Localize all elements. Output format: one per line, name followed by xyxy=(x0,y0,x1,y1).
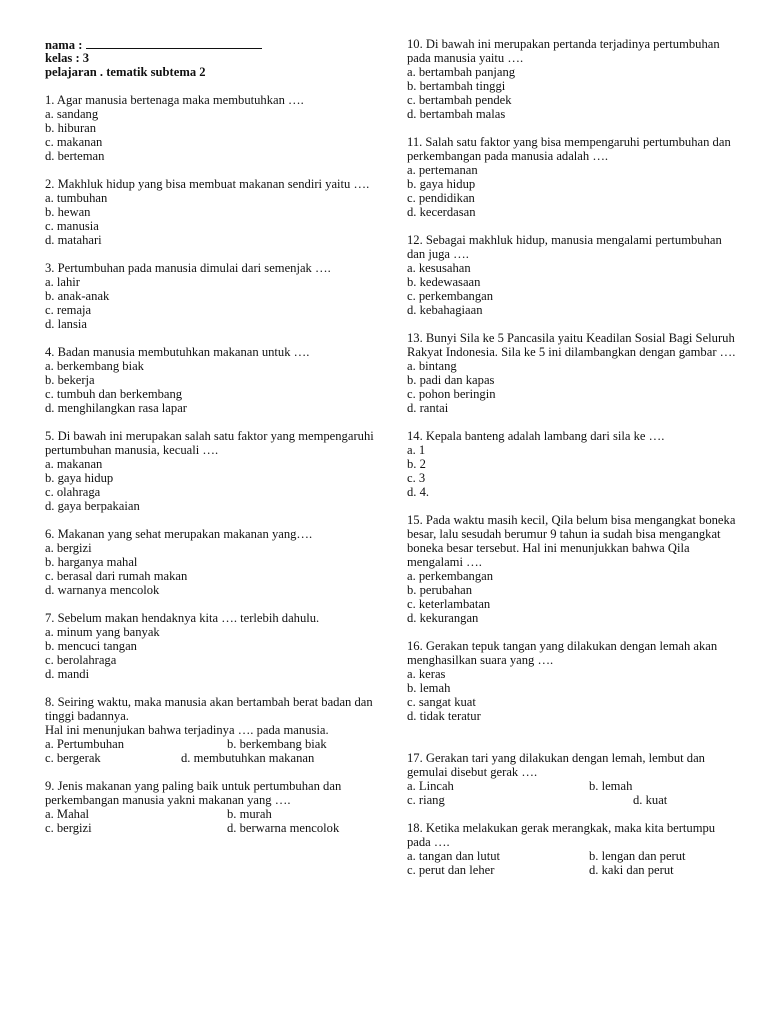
option-b[interactable]: b. lemah xyxy=(407,681,451,695)
option-b[interactable]: b. hewan xyxy=(45,205,91,219)
option-c[interactable]: c. riang xyxy=(407,793,445,807)
option-a[interactable]: a. lahir xyxy=(45,275,80,289)
option-a[interactable]: a. perkembangan xyxy=(407,569,494,583)
option-b[interactable]: b. berkembang biak xyxy=(227,737,327,751)
question-5 xyxy=(45,429,375,513)
option-d[interactable]: d. warnanya mencolok xyxy=(45,583,160,597)
question-text: 1. Agar manusia bertenaga maka membutuhkan …. xyxy=(45,93,304,107)
question-text: 7. Sebelum makan hendaknya kita …. terlebih dahulu. xyxy=(45,611,320,625)
question-1 xyxy=(45,93,375,163)
question-text: 4. Badan manusia membutuhkan makanan untuk …. xyxy=(45,345,310,359)
question-text: 9. Jenis makanan yang paling baik untuk pertumbuhan dan perkembangan manusia yakni makanan yang …. xyxy=(45,779,342,807)
option-d[interactable]: d. mandi xyxy=(45,667,90,681)
option-b[interactable]: b. perubahan xyxy=(407,583,473,597)
option-c[interactable]: c. bergizi xyxy=(45,821,92,835)
option-c[interactable]: c. pendidikan xyxy=(407,191,475,205)
option-b[interactable]: b. lengan dan perut xyxy=(589,849,686,863)
option-a[interactable]: a. bertambah panjang xyxy=(407,65,516,79)
option-b[interactable]: b. bertambah tinggi xyxy=(407,79,506,93)
question-text: 8. Seiring waktu, maka manusia akan bertambah berat badan dan tinggi badannya. xyxy=(45,695,373,723)
option-a[interactable]: a. tangan dan lutut xyxy=(407,849,501,863)
question-text: 11. Salah satu faktor yang bisa mempengaruhi pertumbuhan dan perkembangan pada manusia adalah …. xyxy=(407,135,731,163)
question-10 xyxy=(407,37,737,121)
option-a[interactable]: a. makanan xyxy=(45,457,103,471)
option-b[interactable]: b. gaya hidup xyxy=(407,177,476,191)
class-label: kelas : 3 xyxy=(45,51,90,65)
option-c[interactable]: c. pohon beringin xyxy=(407,387,496,401)
option-d[interactable]: d. gaya berpakaian xyxy=(45,499,140,513)
student-name-line xyxy=(45,37,375,51)
option-c[interactable]: c. remaja xyxy=(45,303,92,317)
option-c[interactable]: c. bertambah pendek xyxy=(407,93,512,107)
option-c[interactable]: c. keterlambatan xyxy=(407,597,491,611)
question-2 xyxy=(45,177,375,247)
option-c[interactable]: c. perkembangan xyxy=(407,289,494,303)
question-text: 17. Gerakan tari yang dilakukan dengan lemah, lembut dan gemulai disebut gerak …. xyxy=(407,751,705,779)
question-text-continued: Hal ini menunjukan bahwa terjadinya …. pada manusia. xyxy=(45,723,329,737)
option-a[interactable]: a. pertemanan xyxy=(407,163,478,177)
option-b[interactable]: b. 2 xyxy=(407,457,426,471)
question-4 xyxy=(45,345,375,415)
option-d[interactable]: d. berwarna mencolok xyxy=(227,821,340,835)
question-13 xyxy=(407,331,737,415)
option-d[interactable]: d. matahari xyxy=(45,233,102,247)
option-a[interactable]: a. Pertumbuhan xyxy=(45,737,125,751)
option-d[interactable]: d. membutuhkan makanan xyxy=(181,751,315,765)
question-9 xyxy=(45,779,375,835)
question-text: 13. Bunyi Sila ke 5 Pancasila yaitu Keadilan Sosial Bagi Seluruh Rakyat Indonesia. Sila ke 5 ini dilambangkan dengan gambar …. xyxy=(407,331,736,359)
option-c[interactable]: c. olahraga xyxy=(45,485,101,499)
name-label: nama : xyxy=(45,38,83,52)
option-a[interactable]: a. minum yang banyak xyxy=(45,625,160,639)
option-a[interactable]: a. bergizi xyxy=(45,541,92,555)
question-text: 2. Makhluk hidup yang bisa membuat makanan sendiri yaitu …. xyxy=(45,177,370,191)
option-b[interactable]: b. harganya mahal xyxy=(45,555,138,569)
option-d[interactable]: d. kebahagiaan xyxy=(407,303,483,317)
option-c[interactable]: c. tumbuh dan berkembang xyxy=(45,387,183,401)
option-a[interactable]: a. tumbuhan xyxy=(45,191,108,205)
option-b[interactable]: b. padi dan kapas xyxy=(407,373,495,387)
option-d[interactable]: d. kuat xyxy=(633,793,668,807)
option-d[interactable]: d. kecerdasan xyxy=(407,205,476,219)
question-15 xyxy=(407,513,737,625)
option-c[interactable]: c. berasal dari rumah makan xyxy=(45,569,188,583)
option-d[interactable]: d. bertambah malas xyxy=(407,107,506,121)
question-17 xyxy=(407,751,737,807)
option-b[interactable]: b. anak-anak xyxy=(45,289,110,303)
question-text: 16. Gerakan tepuk tangan yang dilakukan dengan lemah akan menghasilkan suara yang …. xyxy=(407,639,718,667)
option-c[interactable]: c. 3 xyxy=(407,471,426,485)
option-d[interactable]: d. menghilangkan rasa lapar xyxy=(45,401,187,415)
option-c[interactable]: c. bergerak xyxy=(45,751,101,765)
question-text: 15. Pada waktu masih kecil, Qila belum bisa mengangkat boneka besar, lalu sesudah berumur 9 tahun ia sudah bisa mengangkat boneka besar tersebut. Hal ini menunjukkan bahwa Qila mengalami …. xyxy=(407,513,736,569)
option-d[interactable]: d. lansia xyxy=(45,317,87,331)
option-a[interactable]: a. sandang xyxy=(45,107,99,121)
worksheet-header xyxy=(45,37,375,79)
option-b[interactable]: b. mencuci tangan xyxy=(45,639,137,653)
option-d[interactable]: d. berteman xyxy=(45,149,105,163)
option-a[interactable]: a. bintang xyxy=(407,359,457,373)
option-a[interactable]: a. Mahal xyxy=(45,807,90,821)
option-d[interactable]: d. kaki dan perut xyxy=(589,863,674,877)
option-b[interactable]: b. kedewasaan xyxy=(407,275,481,289)
question-14 xyxy=(407,429,737,499)
question-text: 10. Di bawah ini merupakan pertanda terjadinya pertumbuhan pada manusia yaitu …. xyxy=(407,37,720,65)
option-a[interactable]: a. 1 xyxy=(407,443,426,457)
question-18 xyxy=(407,821,737,877)
right-column xyxy=(407,37,737,891)
option-d[interactable]: d. 4. xyxy=(407,485,430,499)
question-text: 3. Pertumbuhan pada manusia dimulai dari semenjak …. xyxy=(45,261,331,275)
option-d[interactable]: d. tidak teratur xyxy=(407,709,481,723)
option-c[interactable]: c. berolahraga xyxy=(45,653,117,667)
option-b[interactable]: b. lemah xyxy=(589,779,633,793)
question-16 xyxy=(407,639,737,723)
question-text: 14. Kepala banteng adalah lambang dari sila ke …. xyxy=(407,429,665,443)
option-d[interactable]: d. kekurangan xyxy=(407,611,479,625)
option-c[interactable]: c. manusia xyxy=(45,219,99,233)
question-12 xyxy=(407,233,737,317)
option-c[interactable]: c. perut dan leher xyxy=(407,863,495,877)
option-a[interactable]: a. kesusahan xyxy=(407,261,471,275)
option-c[interactable]: c. makanan xyxy=(45,135,103,149)
option-a[interactable]: a. Lincah xyxy=(407,779,454,793)
question-text: 6. Makanan yang sehat merupakan makanan yang…. xyxy=(45,527,313,541)
question-8 xyxy=(45,695,375,765)
name-blank-field[interactable] xyxy=(86,37,262,49)
question-3 xyxy=(45,261,375,331)
option-a[interactable]: a. berkembang biak xyxy=(45,359,144,373)
option-b[interactable]: b. gaya hidup xyxy=(45,471,114,485)
option-d[interactable]: d. rantai xyxy=(407,401,449,415)
question-7 xyxy=(45,611,375,681)
question-text: 18. Ketika melakukan gerak merangkak, maka kita bertumpu pada …. xyxy=(407,821,716,849)
subject-label: pelajaran . tematik subtema 2 xyxy=(45,65,206,79)
left-column xyxy=(45,37,375,849)
question-6 xyxy=(45,527,375,597)
option-b[interactable]: b. hiburan xyxy=(45,121,97,135)
option-c[interactable]: c. sangat kuat xyxy=(407,695,476,709)
option-b[interactable]: b. bekerja xyxy=(45,373,95,387)
option-a[interactable]: a. keras xyxy=(407,667,446,681)
question-11 xyxy=(407,135,737,219)
question-text: 5. Di bawah ini merupakan salah satu faktor yang mempengaruhi pertumbuhan manusia, kecuali …. xyxy=(45,429,374,457)
option-b[interactable]: b. murah xyxy=(227,807,272,821)
question-text: 12. Sebagai makhluk hidup, manusia mengalami pertumbuhan dan juga …. xyxy=(407,233,722,261)
